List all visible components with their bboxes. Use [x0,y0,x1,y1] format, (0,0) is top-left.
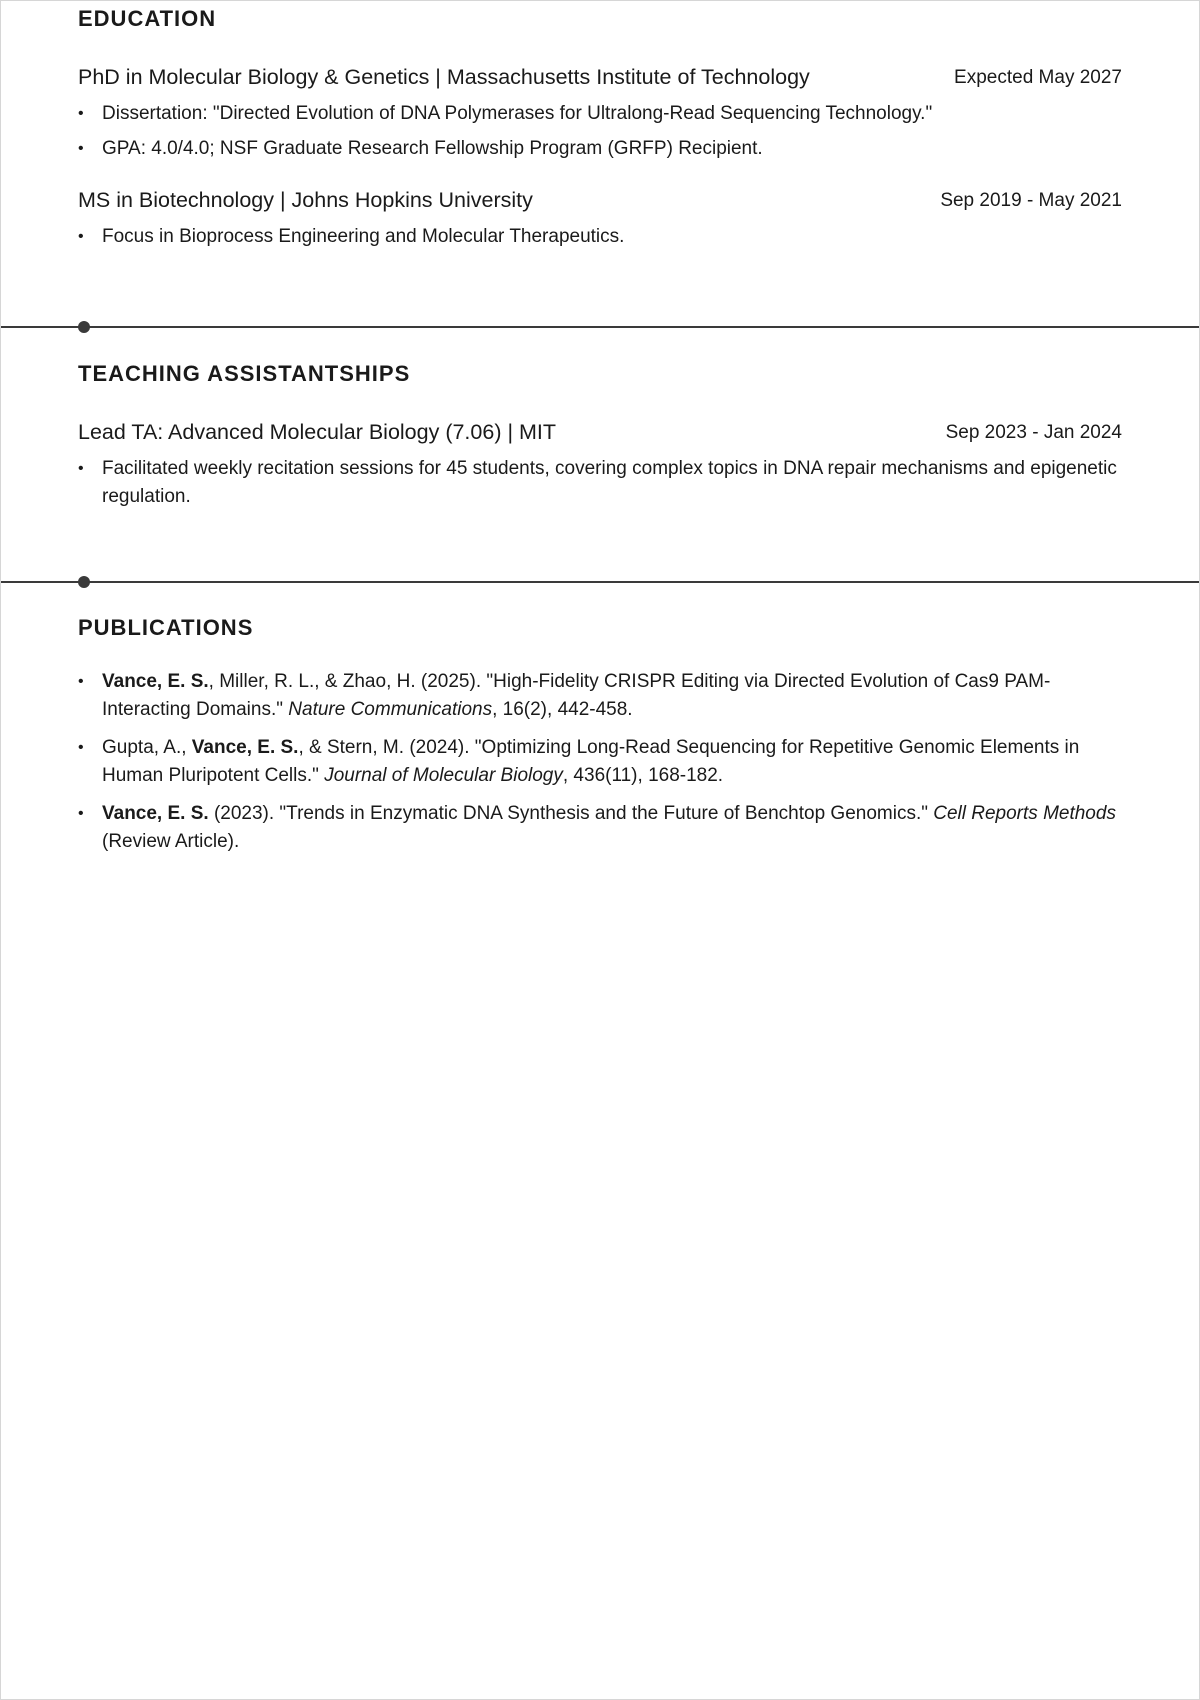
bullet-list [78,455,1122,511]
entry-header [78,63,1122,91]
author-name: Vance, E. S. [102,671,209,692]
citation-text: (2023). "Trends in Enzymatic DNA Synthesis and the Future of Benchtop Genomics." [208,803,934,824]
section-title-education: EDUCATION [78,6,217,31]
bullet-list [78,223,1122,251]
publications-section [78,615,1122,856]
list-item: • Dissertation: "Directed Evolution of DNA Polymerases for Ultralong-Read Sequencing Technology." [78,100,1122,128]
journal-name: Nature Communications [288,699,493,720]
citation-details: , 436(11), 168-182. [562,765,724,786]
degree-title: MS in Biotechnology | Johns Hopkins University [78,188,533,212]
teaching-entry [78,418,1122,511]
bullet-list [78,100,1122,163]
author-name: Vance, E. S. [102,803,209,824]
ta-title: Lead TA: Advanced Molecular Biology (7.06) | MIT [78,420,557,444]
publication-item [78,668,1122,724]
list-item: • Focus in Bioprocess Engineering and Molecular Therapeutics. [78,223,1122,251]
publication-item [78,800,1122,856]
publication-item [78,734,1122,790]
journal-name: Journal of Molecular Biology [324,765,563,786]
education-entry [78,63,1122,163]
list-item: • GPA: 4.0/4.0; NSF Graduate Research Fellowship Program (GRFP) Recipient. [78,135,1122,163]
degree-title: PhD in Molecular Biology & Genetics | Massachusetts Institute of Technology [78,65,810,89]
publication-list [78,668,1122,856]
list-item: • Facilitated weekly recitation sessions for 45 students, covering complex topics in DNA repair mechanisms and epigenetic regulation. [78,455,1122,511]
entry-header [78,186,1122,214]
journal-name: Cell Reports Methods [933,803,1116,824]
degree-date: Sep 2019 - May 2021 [940,190,1122,211]
section-divider [1,581,1199,583]
citation-details: , 16(2), 442-458. [492,699,633,720]
degree-date: Expected May 2027 [954,67,1122,88]
divider-dot [78,576,90,588]
teaching-section [78,361,1122,511]
education-section [78,6,1122,251]
section-title-teaching: TEACHING ASSISTANTSHIPS [78,361,411,386]
ta-date: Sep 2023 - Jan 2024 [945,422,1122,443]
section-divider [1,326,1199,328]
coauthors: Gupta, A., [102,737,192,758]
entry-header [78,418,1122,446]
education-entry [78,186,1122,251]
author-name: Vance, E. S. [191,737,299,758]
divider-dot [78,321,90,333]
citation-text: , & Stern, M. (2024). "Optimizing Long-Read Sequencing for Repetitive Genomic Elements in Human Pluripotent Cells." [102,737,1080,786]
section-title-publications: PUBLICATIONS [78,615,254,640]
citation-text: , Miller, R. L., & Zhao, H. (2025). "High-Fidelity CRISPR Editing via Directed Evolution of Cas9 PAM-Interacting Domains." [102,671,1051,720]
citation-details: (Review Article). [102,831,240,852]
